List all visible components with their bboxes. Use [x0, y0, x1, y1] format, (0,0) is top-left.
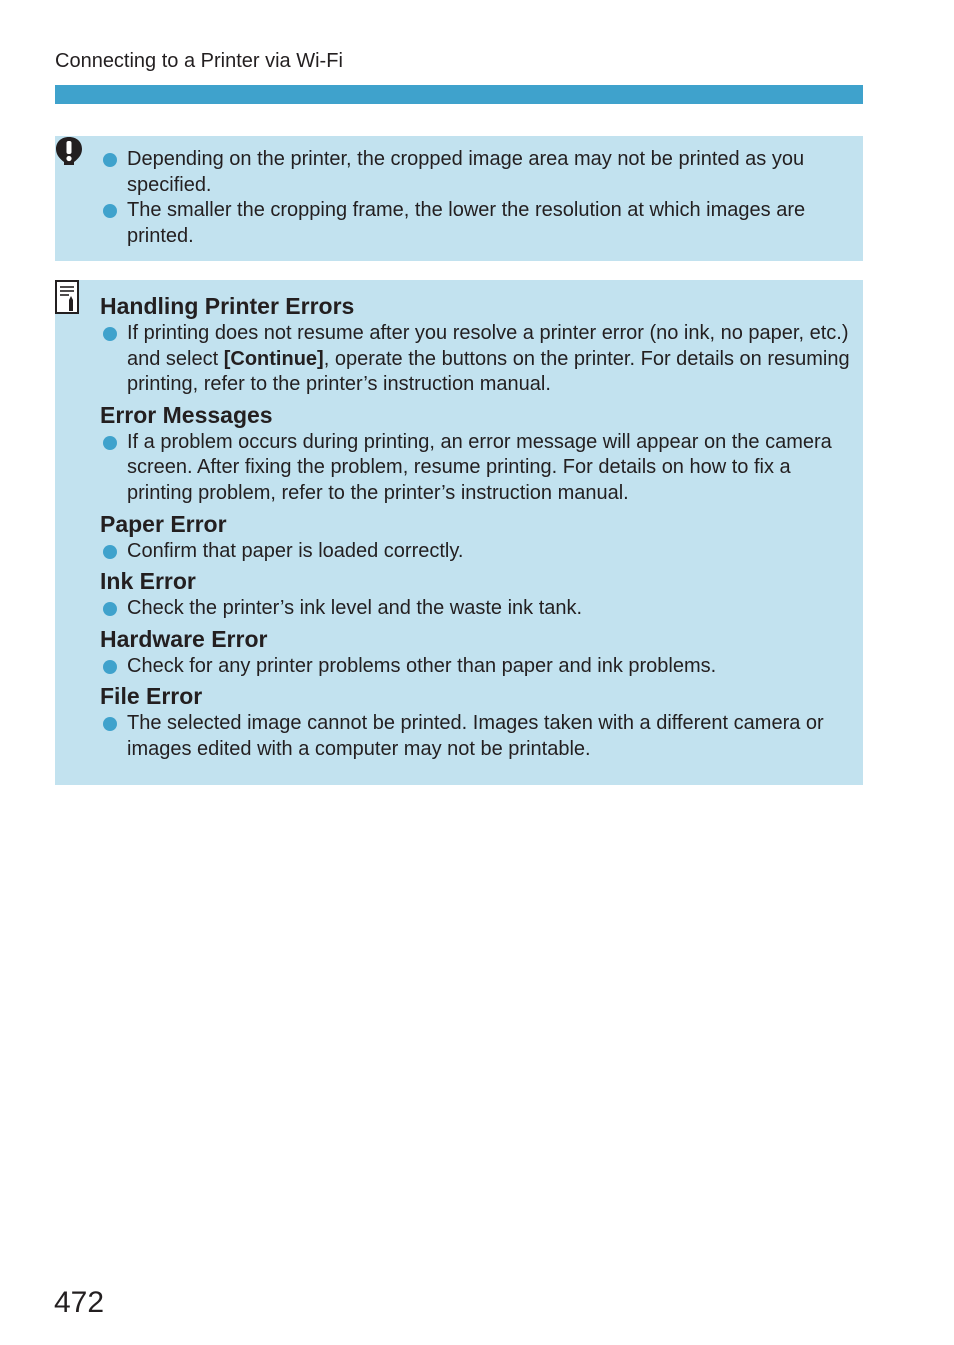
list-item-text-after: , operate the buttons on the printer. For details on resuming printing, refer to the printer’s instruction manual. — [127, 347, 850, 396]
list-item-text-before: If printing does not resume after you resolve a printer error (no ink, no paper, etc.) and select — [127, 322, 849, 370]
section-heading-paper-error: Paper Error — [100, 510, 227, 537]
section-heading-ink-error: Ink Error — [100, 568, 196, 595]
continue-label: [Continue] — [223, 347, 324, 370]
list-item-text: If a problem occurs during printing, an error message will appear on the camera screen. After fixing the problem, resume printing. For details on how to fix a printing problem, refer to the printer’s instruction manual. — [127, 430, 832, 504]
list-item — [100, 147, 853, 198]
bullet-dot — [103, 436, 117, 450]
error-messages-list — [100, 430, 853, 507]
file-error-list — [100, 711, 853, 762]
paper-error-list — [100, 539, 853, 565]
list-item-text: Confirm that paper is loaded correctly. — [127, 539, 464, 562]
handling-list — [100, 321, 853, 398]
list-item — [100, 711, 853, 762]
bullet-dot — [103, 602, 117, 616]
list-item-text: Check for any printer problems other than paper and ink problems. — [127, 654, 717, 677]
list-item — [100, 654, 853, 680]
caution-exclamation-icon — [55, 136, 83, 166]
header-rule — [55, 85, 863, 104]
list-item — [100, 430, 853, 507]
section-heading-hardware-error: Hardware Error — [100, 625, 268, 652]
bullet-dot — [103, 204, 117, 218]
hardware-error-list — [100, 654, 853, 680]
page-number: 472 — [54, 1286, 105, 1319]
bullet-dot — [103, 545, 117, 559]
memo-content — [100, 291, 853, 765]
running-header: Connecting to a Printer via Wi-Fi — [55, 50, 343, 72]
section-heading-error-messages: Error Messages — [100, 401, 273, 428]
list-item-text: The selected image cannot be printed. Images taken with a different camera or images edited with a computer may not be printable. — [127, 712, 824, 760]
bullet-dot — [103, 717, 117, 731]
caution-list — [100, 147, 853, 249]
list-item — [100, 596, 853, 622]
bullet-dot — [103, 153, 117, 167]
list-item — [100, 198, 853, 249]
section-heading-file-error: File Error — [100, 683, 203, 710]
memo-note-icon — [55, 280, 79, 314]
list-item-text: Check the printer’s ink level and the waste ink tank. — [127, 597, 583, 620]
list-item — [100, 539, 853, 565]
bullet-dot — [103, 660, 117, 674]
caution-content — [100, 147, 853, 251]
list-item-text: The smaller the cropping frame, the lower the resolution at which images are printed. — [127, 199, 806, 247]
bullet-dot — [103, 327, 117, 341]
list-item-text: Depending on the printer, the cropped image area may not be printed as you specified. — [127, 148, 805, 196]
section-heading-handling-printer-errors: Handling Printer Errors — [100, 293, 355, 319]
caution-box — [55, 136, 863, 261]
memo-box — [55, 280, 863, 785]
ink-error-list — [100, 596, 853, 622]
list-item — [100, 321, 853, 398]
